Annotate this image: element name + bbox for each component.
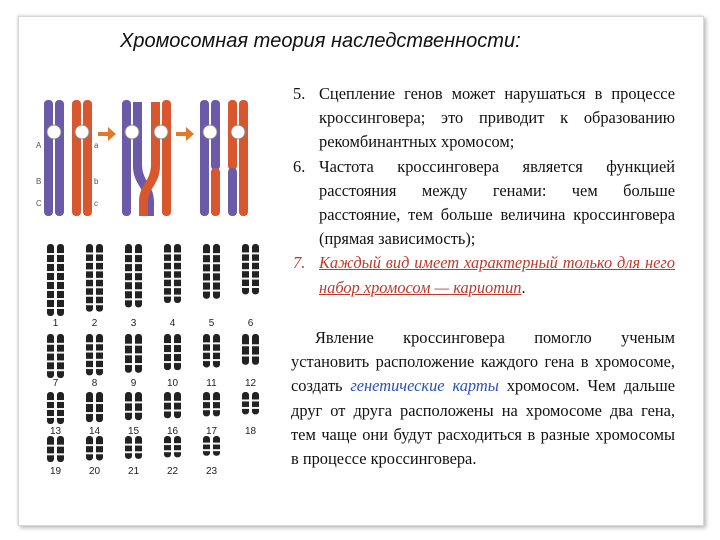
chromosome-band [57, 307, 64, 309]
chromosome-band [135, 451, 142, 453]
chromosome-band [164, 343, 171, 345]
chromosome-band [174, 278, 181, 280]
chromosome-band [47, 400, 54, 402]
chromosome-band [47, 352, 54, 354]
chromosome-band [125, 289, 132, 291]
karyotype-pair-number: 17 [205, 426, 218, 437]
chromosome-band [47, 271, 54, 273]
karyotype-pair-number: 20 [88, 466, 101, 477]
chromosome-band [174, 450, 181, 452]
gene-label-a: a [94, 141, 99, 150]
karyotype-pair-number: 22 [166, 466, 179, 477]
point-text: Сцепление генов может нарушаться в процессе кроссинговера; это приводит к образованию рекомбинантных хромосом; [319, 84, 675, 152]
chromosome-band [174, 286, 181, 288]
chromosome-band [213, 449, 220, 451]
chromosome-band [213, 262, 220, 264]
chromosome-band [57, 343, 64, 345]
chromosome-band [47, 408, 54, 410]
chromosome-band [47, 298, 54, 300]
chromosome-band [203, 262, 210, 264]
chromosome-band [86, 412, 93, 414]
chromosome-band [203, 408, 210, 410]
chromosome-band [57, 289, 64, 291]
chromosome-band [135, 280, 142, 282]
chromosome [213, 392, 220, 416]
chromosome [57, 436, 64, 462]
chromosome-band [174, 252, 181, 254]
crossover-diagram [36, 96, 264, 220]
chromosome-band [125, 353, 132, 355]
chromosome [164, 392, 171, 418]
chromosome-band [242, 286, 249, 288]
gene-label-C: C [36, 199, 42, 208]
chromosome [96, 334, 103, 375]
chromosome-band [96, 295, 103, 297]
chromosome-band [213, 271, 220, 273]
chromosome-band [252, 269, 259, 271]
chromosome-band [203, 253, 210, 255]
karyotype-pair-number: 15 [127, 426, 140, 437]
chromosome-band [86, 269, 93, 271]
chromosome-band [203, 342, 210, 344]
karyotype-pair-number: 13 [49, 426, 62, 437]
chromosome-band [96, 342, 103, 344]
chromosome-band [125, 280, 132, 282]
chromosome-band [57, 280, 64, 282]
chromosome-band [242, 407, 249, 409]
chromosome-band [47, 253, 54, 255]
point-text-period: . [521, 277, 526, 297]
chromosome-band [57, 416, 64, 418]
chromosome-band [47, 343, 54, 345]
chromosome-band [164, 450, 171, 452]
chromosome-band [164, 352, 171, 354]
chromosome-band [135, 271, 142, 273]
chromosome [213, 436, 220, 456]
point-7 [291, 251, 675, 299]
karyotype-pair-number: 8 [91, 378, 98, 389]
chromosome [203, 436, 210, 456]
chromosome-band [96, 278, 103, 280]
chromosome-band [242, 399, 249, 401]
chromosome-band [213, 351, 220, 353]
chromosome-band [164, 252, 171, 254]
chromosome-band [86, 286, 93, 288]
chromosome-band [96, 444, 103, 446]
karyotype-pair-number: 6 [247, 318, 254, 329]
chromosome-band [47, 360, 54, 362]
chromosome-band [96, 261, 103, 263]
point-text: Частота кроссинговера является функцией расстояния между генами: чем больше расстояние, тем больше величина кроссинговера (прямая зависимость); [319, 156, 675, 249]
chromosome [203, 392, 210, 416]
chromosome-band [96, 402, 103, 404]
gene-label-c: c [94, 199, 98, 208]
chromosome-band [164, 361, 171, 363]
chromosome-band [47, 453, 54, 455]
chromosome-band [252, 355, 259, 357]
karyotype-pair-number: 11 [206, 378, 217, 389]
chromosome-band [164, 443, 171, 445]
chromosome-band [86, 452, 93, 454]
chromosome-band [57, 400, 64, 402]
chromosome-band [174, 352, 181, 354]
karyotype-pair-number: 23 [205, 466, 218, 477]
chromosome-band [96, 412, 103, 414]
karyotype-pair-number: 18 [244, 426, 257, 437]
point-text-highlighted: Каждый вид имеет характерный только для него набор хромосом — кариотип [319, 253, 675, 297]
chromosome-band [57, 360, 64, 362]
chromosome [174, 392, 181, 418]
point-5 [291, 82, 675, 155]
chromosome-band [57, 253, 64, 255]
chromosome-band [242, 344, 249, 346]
chromosome-band [135, 344, 142, 346]
chromosome-band [86, 342, 93, 344]
chromosome [86, 334, 93, 375]
gene-label-A: A [36, 141, 42, 150]
chromosome-band [203, 400, 210, 402]
chromosome-band [252, 252, 259, 254]
gene-label-b: b [94, 177, 99, 186]
chromosome-band [47, 307, 54, 309]
chromosome-band [86, 359, 93, 361]
chromosome-band [242, 261, 249, 263]
chromosome-band [203, 271, 210, 273]
chromosome-band [86, 295, 93, 297]
chromosome-band [57, 408, 64, 410]
chromosome-band [252, 278, 259, 280]
chromosome [125, 334, 132, 373]
paragraph-text-end: хромосом. Чем дальше друг от друга расположены на хромосоме два гена, тем чаще они будут расходиться в разные хромосомы в процессе кроссинговера. [291, 376, 675, 469]
chromosome-band [174, 295, 181, 297]
chromosome-band [96, 452, 103, 454]
term-genetic-maps: генетические карты [350, 376, 499, 396]
chromosome-band [86, 402, 93, 404]
chromosome-band [57, 352, 64, 354]
karyotype-pair-number: 16 [166, 426, 179, 437]
chromosome-band [57, 369, 64, 371]
chromosome-band [135, 298, 142, 300]
chromosome-band [213, 408, 220, 410]
chromosome-band [164, 401, 171, 403]
chromosome-band [86, 444, 93, 446]
chromosome-band [164, 278, 171, 280]
chromosome-band [174, 443, 181, 445]
chromosome-band [86, 252, 93, 254]
chromosome-band [164, 261, 171, 263]
chromosome-band [174, 261, 181, 263]
chromosome-band [164, 295, 171, 297]
paragraph-text-start: Явление кроссинговера помогло ученым установить расположение каждого гена в хромосоме, создать [291, 328, 675, 396]
chromosome [125, 436, 132, 459]
chromosome-band [164, 409, 171, 411]
chromosome-band [213, 290, 220, 292]
chromosome-band [252, 407, 259, 409]
chromosome-band [47, 416, 54, 418]
point-number: 6. [293, 156, 306, 176]
chromosome-band [252, 286, 259, 288]
chromosome-band [213, 280, 220, 282]
chromosome-band [135, 363, 142, 365]
point-6 [291, 155, 675, 252]
chromosome-band [125, 271, 132, 273]
chromosome-band [96, 286, 103, 288]
numbered-points [291, 82, 675, 300]
chromosome [242, 334, 249, 365]
chromosome-band [96, 269, 103, 271]
karyotype-pair-number: 10 [166, 378, 179, 389]
chromosome-band [86, 303, 93, 305]
chromosome-band [242, 355, 249, 357]
chromosome-band [135, 289, 142, 291]
chromosome-band [135, 353, 142, 355]
chromosome [135, 392, 142, 420]
chromosome-band [242, 278, 249, 280]
chromosome-band [125, 262, 132, 264]
chromosome-band [135, 262, 142, 264]
chromosome-band [47, 369, 54, 371]
chromosome [242, 392, 249, 414]
chromosome-band [252, 399, 259, 401]
chromosome-band [252, 344, 259, 346]
chromosome [96, 436, 103, 460]
chromosome [125, 392, 132, 420]
chromosome [47, 334, 54, 378]
point-number: 7. [293, 253, 306, 273]
chromosome-band [125, 411, 132, 413]
chromosome-band [57, 271, 64, 273]
chromosome [57, 334, 64, 378]
chromosome-band [174, 409, 181, 411]
chromosome-band [86, 278, 93, 280]
chromosome-band [203, 280, 210, 282]
karyotype-pair-number: 1 [52, 318, 59, 329]
chromosome-band [57, 445, 64, 447]
chromosome-band [242, 269, 249, 271]
chromosome-band [203, 290, 210, 292]
karyotype-pair-number: 19 [49, 466, 62, 477]
chromosome-band [125, 363, 132, 365]
chromosome-band [174, 269, 181, 271]
chromosome-band [213, 443, 220, 445]
chromosome-band [213, 342, 220, 344]
chromosome [252, 392, 259, 414]
chromosome-band [125, 298, 132, 300]
chromosome-band [203, 359, 210, 361]
chromosome-band [86, 261, 93, 263]
karyotype-pair-number: 12 [244, 378, 257, 389]
slide-title: Хромосомная теория наследственности: [120, 30, 521, 52]
karyotype-pair-number: 3 [130, 318, 137, 329]
chromosome-band [174, 361, 181, 363]
chromosome-band [47, 289, 54, 291]
chromosome-band [96, 359, 103, 361]
chromosome-band [96, 351, 103, 353]
chromosome-band [213, 400, 220, 402]
chromosome-band [96, 252, 103, 254]
chromosome-band [86, 367, 93, 369]
chromosome [96, 392, 103, 422]
chromosome-band [57, 262, 64, 264]
chromosome [252, 334, 259, 365]
chromosome-band [96, 367, 103, 369]
chromosome-band [86, 351, 93, 353]
chromosome-band [164, 286, 171, 288]
chromosome-band [135, 411, 142, 413]
karyotype-pair-number: 14 [88, 426, 101, 437]
chromosome-band [164, 269, 171, 271]
karyotype-pair-number: 4 [169, 318, 176, 329]
chromosome-band [252, 261, 259, 263]
chromosome-band [47, 280, 54, 282]
chromosome [86, 392, 93, 422]
chromosome-band [47, 445, 54, 447]
chromosome [135, 436, 142, 459]
chromosome-band [125, 401, 132, 403]
chromosome [164, 436, 171, 457]
chromosome [174, 436, 181, 457]
point-number: 5. [293, 84, 306, 103]
chromosome-band [57, 298, 64, 300]
chromosome-band [203, 443, 210, 445]
chromosome-band [125, 344, 132, 346]
chromosome-band [174, 401, 181, 403]
chromosome-band [96, 303, 103, 305]
body-paragraph [291, 326, 675, 471]
karyotype-pair-number: 9 [130, 378, 137, 389]
chromosome-band [242, 252, 249, 254]
chromosome-band [213, 359, 220, 361]
chromosome-band [213, 253, 220, 255]
karyotype-pair-number: 7 [52, 378, 59, 389]
chromosome-band [125, 451, 132, 453]
karyotype-diagram [36, 240, 270, 478]
chromosome-band [47, 262, 54, 264]
karyotype-pair-number: 5 [208, 318, 215, 329]
karyotype-pair-number: 21 [127, 466, 140, 477]
chromosome-band [135, 253, 142, 255]
chromosome-band [203, 351, 210, 353]
chromosome-band [135, 401, 142, 403]
chromosome-band [135, 444, 142, 446]
chromosome-band [203, 449, 210, 451]
chromosome [135, 334, 142, 373]
chromosome-band [174, 343, 181, 345]
karyotype-pair-number: 2 [91, 318, 98, 329]
chromosome-band [57, 453, 64, 455]
chromosome-band [125, 444, 132, 446]
gene-label-B: B [36, 177, 42, 186]
chromosome [47, 436, 54, 462]
chromosome-band [125, 253, 132, 255]
chromosome [86, 436, 93, 460]
